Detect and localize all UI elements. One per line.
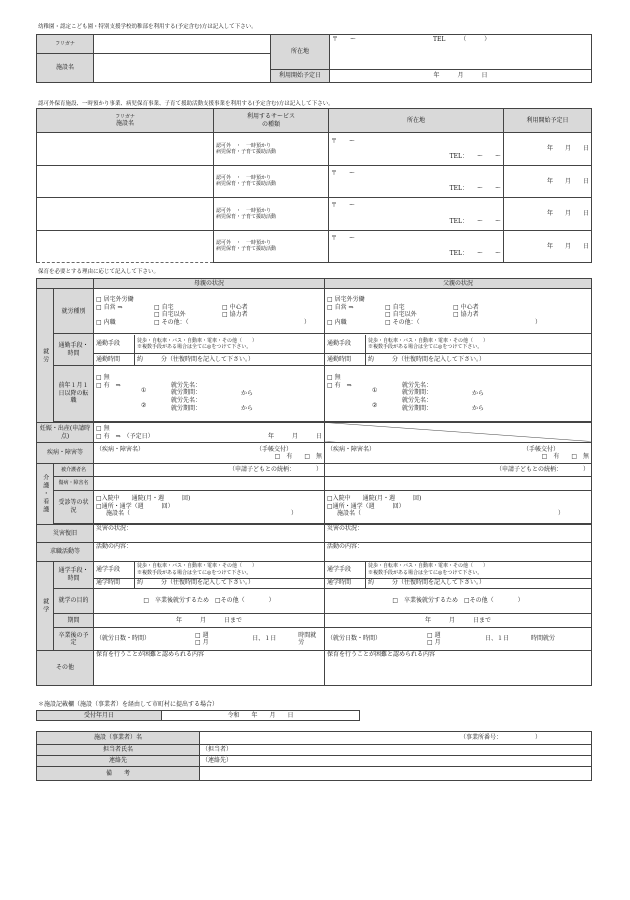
father-study-commute [325,561,592,589]
commute-time-label: 通勤時間 [94,353,135,364]
father-consult[interactable]: □入院中 通院(月・週 回) □通所・通学（週 回） 施設名（ ） [325,490,592,523]
commute-means-input[interactable]: 徒歩・自転車・バス・自動車・電車・その他（ ） ※複数手段がある場合は全てに◎をつけて下さい。 [366,335,592,354]
disaster-label: 災害復旧 [37,524,94,543]
opt-outside[interactable]: □ 居宅外労働 [96,296,134,304]
opt-center[interactable]: □ 中心者 [222,303,248,311]
s2-date-input[interactable]: 年 月 日 [504,230,592,262]
care-label: 介護・看護 [37,463,54,524]
opt-yes[interactable]: □ 有 ⇒ [96,381,121,389]
commute-time-input[interactable]: 約 分（往復時間を記入して下さい。） [368,355,486,363]
father-study-purpose[interactable]: □ 卒業後就労するため □その他（ ） [325,589,592,614]
mother-study-commute [94,561,325,589]
inpatient-option[interactable]: □入院中 通院(月・週 回) [96,495,191,503]
commute-time-input[interactable]: 約 分（往復時間を記入して下さい。） [137,355,255,363]
study-means-input[interactable]: 徒歩・自転車・バス・自動車・電車・その他（ ） ※複数手段がある場合は全てに◎をつけて下さい。 [366,562,592,578]
mother-after-grad[interactable] [94,628,325,651]
opt-helper[interactable]: □ 協力者 [222,311,248,319]
from-label: から [472,405,485,413]
s2-date-input[interactable]: 年 月 日 [504,133,592,165]
after-grad-label: 卒業後の予定 [54,628,94,651]
s2-header-address: 所在地 [329,109,504,133]
father-job-search[interactable]: 活動の内容： [325,543,592,562]
s2-service-select[interactable]: 認可外 ・ 一時預かり 病児保育・子育て援助活動 [214,165,329,197]
study-time-label: 通学時間 [325,578,366,588]
week-option[interactable]: □ 週 [195,631,209,639]
inpatient-option[interactable]: □入院中 通院(月・週 回) [327,495,422,503]
work-label: 就労 [37,289,54,423]
study-time-input[interactable]: 約 分（往復時間を記入して下さい。） [368,579,486,587]
other-service-table [36,108,592,263]
table-row [37,165,592,197]
mother-consult[interactable]: □入院中 通院(月・週 回) □通所・通学（週 回） 施設名（ ） [94,490,325,523]
father-illness[interactable] [325,443,592,464]
study-time-label: 通学時間 [94,578,135,588]
father-transfer[interactable] [325,366,592,422]
facility-name-label: 施設名（ [337,510,362,518]
mother-transfer[interactable] [94,366,325,422]
reason-table [36,278,592,686]
postal-mark: 〒 ー [332,36,357,44]
father-disease[interactable] [325,477,592,490]
father-after-grad[interactable] [325,628,592,651]
s2-furigana: フリガナ [115,113,135,120]
period-label: 就労期間： [402,404,433,412]
month-option[interactable]: □ 月 [195,639,209,647]
s2-address-input[interactable]: 〒 ー TEL： ー ー [329,230,504,262]
mother-header: 母親の状況 [94,279,325,289]
opt-inner[interactable]: □ 内職 [96,318,116,326]
s2-service-select[interactable]: 認可外 ・ 一時預かり 病児保育・子育て援助活動 [214,230,329,262]
transfer-label: 前年１月１日以降の転職 [54,366,94,422]
circle-1: ① [372,386,378,394]
s2-address-input[interactable]: 〒 ー TEL： ー ー [329,165,504,197]
commute-means-label: 通勤手段 [325,335,366,354]
other-label: その他 [37,650,94,685]
received-label: 受付年月日 [37,711,162,721]
opt-no[interactable]: □ 無 [327,374,341,382]
tel-label: TEL （ ） [432,36,491,44]
s2-date-input[interactable]: 年 月 日 [504,165,592,197]
illness-yes-no[interactable]: □ 有 □ 無 [274,453,322,461]
father-other[interactable]: 保育を行うことが困難と認められる内容 [325,650,592,685]
staff-label: 担当者氏名 [37,745,200,756]
table-row [37,198,592,230]
consult-label: 受診等の状況 [54,490,94,523]
received-date[interactable]: 令和 年 月 日 [162,711,360,721]
illness-name: （疾病・障害名） [96,445,145,453]
pregnancy-date[interactable]: 年 月 日 [267,432,322,440]
s2-address-input[interactable]: 〒 ー TEL： ー ー [329,133,504,165]
pregnancy-label: 妊娠・出産(申請時点) [37,422,94,443]
opt-center[interactable]: □ 中心者 [453,303,479,311]
father-work-type[interactable] [325,289,592,334]
commute-means-label: 通勤手段 [94,335,135,354]
mother-disaster[interactable]: 災害の状況： [94,524,325,543]
staff-field[interactable]: （担当者） [200,745,592,756]
section1-note: 幼稚園・認定こども園・特別支援学校幼稚部を利用する(予定含む)方は記入して下さい。 [38,24,257,30]
mother-study-purpose[interactable]: □ 卒業後就労するため □その他（ ） [94,589,325,614]
mother-relation[interactable]: （申請子どもとの続柄： ） [94,463,325,476]
remarks-label: 備 考 [37,766,200,780]
days-label: （就労日数・時間） [327,635,382,643]
s2-service2: の種類 [261,120,280,128]
commute-label: 通勤手段・時間 [54,334,94,366]
study-purpose-label: 就学の目的 [54,589,94,614]
pregnancy-yes[interactable]: □ 有 ⇒ （予定日） [96,432,154,440]
study-commute-label: 通学手段・時間 [54,561,94,589]
week-option[interactable]: □ 週 [427,631,441,639]
opt-yes[interactable]: □ 有 ⇒ [327,381,352,389]
study-time-input[interactable]: 約 分（往復時間を記入して下さい。） [137,579,255,587]
s2-header-facility [37,109,214,133]
father-commute [325,334,592,366]
facility-input[interactable] [94,54,271,83]
cared-person-label: 被介護者名 [54,463,94,476]
mother-work-type[interactable] [94,289,325,334]
daycare-option[interactable]: □通所・通学（週 回） [327,502,405,510]
circle-2: ② [372,402,378,410]
s2-service-select[interactable]: 認可外 ・ 一時預かり 病児保育・子育て援助活動 [214,198,329,230]
kindergarten-table [36,34,592,83]
mother-illness[interactable] [94,443,325,464]
furigana-input[interactable] [94,35,271,54]
opt-outside[interactable]: □ 居宅外労働 [327,296,365,304]
mother-job-search[interactable]: 活動の内容： [94,543,325,562]
commute-time-label: 通勤時間 [325,353,366,364]
study-means-label: 通学手段 [94,562,135,578]
remarks-field[interactable] [200,766,592,780]
days-label: （就労日数・時間） [96,635,151,643]
job-search-label: 求職活動等 [37,543,94,562]
illness-yes-no[interactable]: □ 有 □ 無 [541,453,589,461]
commute-means-input[interactable]: 徒歩・自転車・バス・自動車・電車・その他（ ） ※複数手段がある場合は全てに◎をつけて下さい。 [135,335,325,354]
section2-note: 認可外保育施設、一時預かり事業、病児保育事業、子育て援助活動支援事業を利用する(予定含む)方は記入して下さい。 [38,101,334,107]
circle-2: ② [141,402,147,410]
paren-close: ） [535,318,542,326]
mother-term[interactable]: 年 月 日まで [94,613,325,627]
facility-label: 施設名 [37,54,94,83]
facility-operator-label: 施設（事業者）名 [37,732,200,745]
hours-label: 時間就労 [531,635,556,643]
pregnancy-field[interactable] [94,422,325,443]
opt-nothome[interactable]: □ 自宅以外 [154,311,186,319]
work-type-label: 就労種別 [54,289,94,334]
mother-commute [94,334,325,366]
perday-label: 日、１日 [252,635,277,643]
term-label: 期間 [54,613,94,627]
reason-corner [37,279,94,289]
mother-disease[interactable] [94,477,325,490]
period-label: 就労期間： [402,389,433,397]
opt-inner[interactable]: □ 内職 [327,318,347,326]
period-label: 就労期間： [171,404,202,412]
from-label: から [472,389,485,397]
opt-no[interactable]: □ 無 [96,374,110,382]
father-relation[interactable]: （申請子どもとの続柄： ） [325,463,592,476]
daycare-option[interactable]: □通所・通学（週 回） [96,502,174,510]
from-label: から [241,405,254,413]
disease-label: 傷病・障害名 [54,477,94,490]
workplace-label: 就労先名： [402,381,433,389]
opt-self[interactable]: □ 自営 ⇒ [327,303,354,311]
facility-name-label: 施設名（ [106,510,131,518]
facility-operator-field[interactable]: （事業所番号： ） [200,732,592,745]
illness-book: （手帳交付） [255,445,292,453]
paren-close: ） [304,318,311,326]
month-option[interactable]: □ 月 [427,639,441,647]
father-pregnancy-na [325,422,592,443]
workplace-label: 就労先名： [402,397,433,405]
study-means-label: 通学手段 [325,562,366,578]
workplace-label: 就労先名： [171,397,202,405]
facility-table [36,731,592,781]
perday-label: 日、１日 [484,635,509,643]
s2-service-select[interactable]: 認可外 ・ 一時預かり 病児保育・子育て援助活動 [214,133,329,165]
s2-facility-input[interactable] [37,230,214,262]
illness-book: （手帳交付） [522,445,559,453]
workplace-label: 就労先名： [171,381,202,389]
received-table [36,710,360,721]
contact-field[interactable]: （連絡先） [200,755,592,766]
opt-helper[interactable]: □ 協力者 [453,311,479,319]
section4-note: ＊施設記載欄（施設（事業者）を経由して市町村に提出する場合） [38,701,219,708]
address-label: 所在地 [271,35,330,70]
address-field[interactable] [330,35,592,70]
opt-nothome[interactable]: □ 自宅以外 [385,311,417,319]
opt-home[interactable]: □ 自宅 [154,303,174,311]
s2-facility-input[interactable] [37,198,214,230]
opt-home[interactable]: □ 自宅 [385,303,405,311]
opt-other[interactable]: □ その他：（ [154,318,189,326]
section3-note: 保育を必要とする理由に応じて記入して下さい。 [38,269,160,275]
opt-no[interactable]: □ 無 [96,425,110,433]
father-header: 父親の状況 [325,279,592,289]
from-label: から [241,389,254,397]
opt-other[interactable]: □ その他：（ [385,318,420,326]
start-date-field[interactable]: 年 月 日 [330,70,592,83]
opt-self[interactable]: □ 自営 ⇒ [96,303,123,311]
start-date-label: 利用開始予定日 [271,70,330,83]
s2-facility-input[interactable] [37,165,214,197]
mother-other[interactable]: 保育を行うことが困難と認められる内容 [94,650,325,685]
period-label: 就労期間： [171,389,202,397]
table-row [37,133,592,165]
s2-header-start: 利用開始予定日 [504,109,592,133]
s2-address-input[interactable]: 〒 ー TEL： ー ー [329,198,504,230]
study-means-input[interactable]: 徒歩・自転車・バス・自動車・電車・その他（ ） ※複数手段がある場合は全てに◎をつけて下さい。 [135,562,325,578]
s2-date-input[interactable]: 年 月 日 [504,198,592,230]
furigana-label: フリガナ [37,35,94,54]
father-disaster[interactable]: 災害の状況： [325,524,592,543]
circle-1: ① [141,386,147,394]
hours-label: 時間就労 [298,631,317,647]
father-term[interactable]: 年 月 日まで [325,613,592,627]
s2-facility-input[interactable] [37,133,214,165]
table-row [37,230,592,262]
s2-facility: 施設名 [115,120,134,128]
contact-label: 連絡先 [37,755,200,766]
study-label: 就学 [37,561,54,650]
illness-label: 疾病・障害等 [37,443,94,464]
s2-service: 利用するサービス [246,113,295,121]
s2-header-service [214,109,329,133]
illness-name: （疾病・障害名） [327,445,376,453]
